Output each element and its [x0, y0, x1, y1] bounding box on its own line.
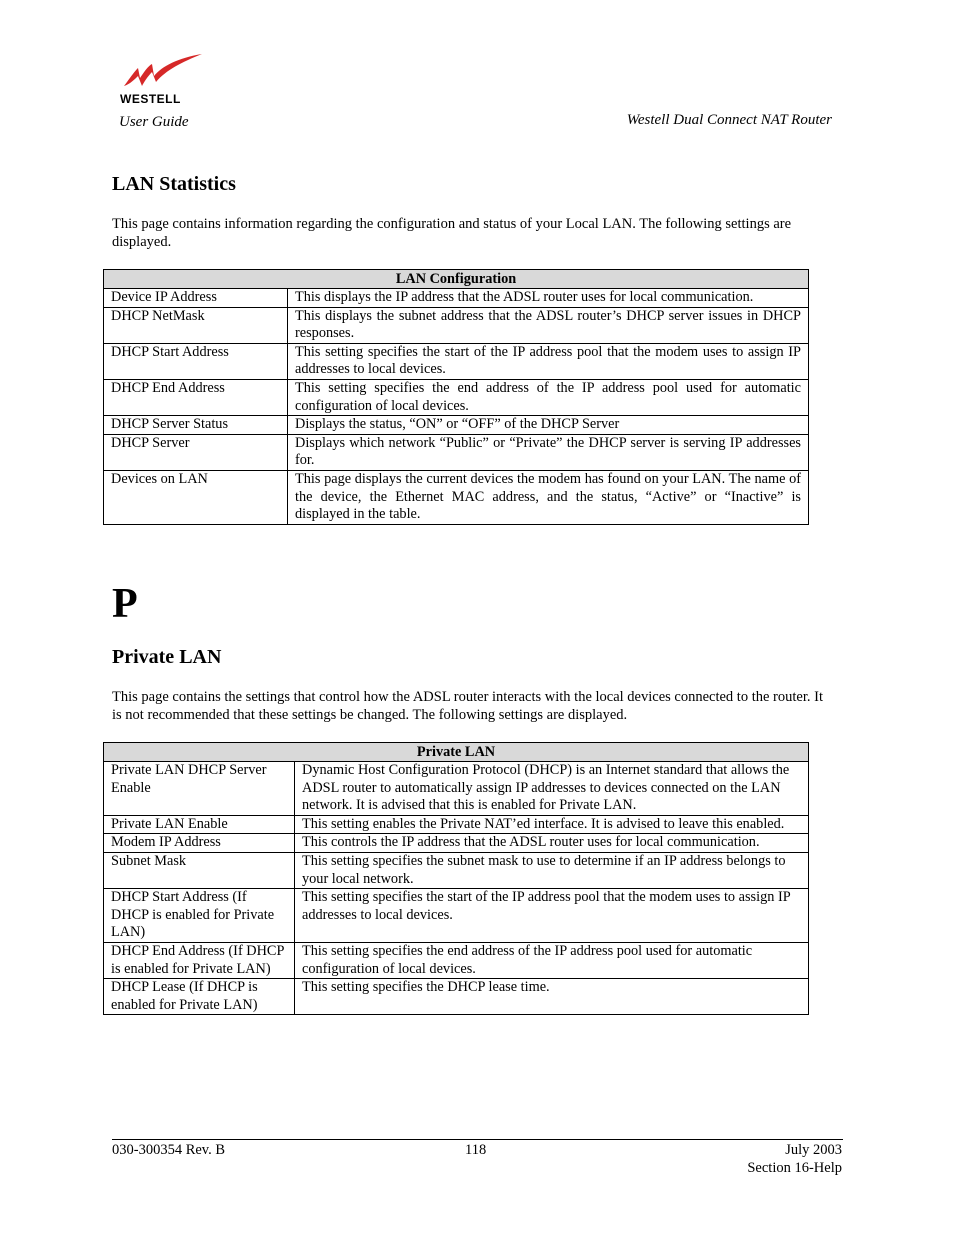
table-row [104, 416, 809, 435]
setting-name: DHCP End Address [104, 379, 288, 415]
westell-logo-mark [116, 52, 206, 94]
section-title-private-lan: Private LAN [112, 646, 222, 668]
setting-description: This setting specifies the start of the IP address pool that the modem uses to assign IP addresses to local devices. [295, 889, 809, 943]
setting-name: DHCP Server Status [104, 416, 288, 435]
setting-name: DHCP Start Address [104, 343, 288, 379]
setting-description: This setting specifies the subnet mask to use to determine if an IP address belongs to your local network. [295, 852, 809, 888]
setting-name: Subnet Mask [104, 852, 295, 888]
westell-logo [116, 52, 206, 108]
setting-description: Displays the status, “ON” or “OFF” of the DHCP Server [288, 416, 809, 435]
header-right-text: Westell Dual Connect NAT Router [626, 112, 832, 128]
index-letter: P [112, 581, 138, 627]
section-intro-lan-statistics: This page contains information regarding the configuration and status of your Local LAN. The following settings are displayed. [112, 216, 792, 250]
setting-name: DHCP Server [104, 434, 288, 470]
footer-divider [112, 1139, 843, 1140]
table-row [104, 379, 809, 415]
setting-description: This displays the IP address that the ADSL router uses for local communication. [288, 289, 809, 308]
section-intro-private-lan: This page contains the settings that control how the ADSL router interacts with the local devices connected to the router. It is not recommended that these settings be changed. The following settings are displayed. [112, 689, 823, 723]
setting-description: This controls the IP address that the ADSL router uses for local communication. [295, 834, 809, 853]
setting-description: This page displays the current devices the modem has found on your LAN. The name of the device, the Ethernet MAC address, and the status, “Active” or “Inactive” is displayed in the table. [288, 470, 809, 524]
setting-description: This setting specifies the DHCP lease time. [295, 979, 809, 1015]
table-row [104, 470, 809, 524]
table-row [104, 762, 809, 816]
setting-description: Dynamic Host Configuration Protocol (DHCP) is an Internet standard that allows the ADSL router to automatically assign IP addresses to devices connected on the LAN network. It is advised that this is enabled for Private LAN. [295, 762, 809, 816]
table-row [104, 979, 809, 1015]
logo-text: WESTELL [120, 92, 181, 106]
table-row [104, 852, 809, 888]
table-row [104, 942, 809, 978]
setting-name: Devices on LAN [104, 470, 288, 524]
table-title: Private LAN [104, 743, 809, 762]
footer-section: Section 16-Help [747, 1160, 842, 1176]
table-title: LAN Configuration [104, 270, 809, 289]
setting-name: DHCP Lease (If DHCP is enabled for Private LAN) [104, 979, 295, 1015]
private-lan-table [103, 742, 809, 1015]
setting-name: Device IP Address [104, 289, 288, 308]
footer-doc-number: 030-300354 Rev. B [112, 1142, 226, 1158]
setting-description: This displays the subnet address that the ADSL router’s DHCP server issues in DHCP responses. [288, 307, 809, 343]
setting-description: This setting specifies the end address of the IP address pool used for automatic configuration of local devices. [295, 942, 809, 978]
table-row [104, 434, 809, 470]
setting-description: This setting specifies the end address of the IP address pool used for automatic configuration of local devices. [288, 379, 809, 415]
table-row [104, 815, 809, 834]
setting-name: DHCP NetMask [104, 307, 288, 343]
setting-description: Displays which network “Public” or “Private” the DHCP server is serving IP addresses for. [288, 434, 809, 470]
setting-description: This setting enables the Private NAT’ed interface. It is advised to leave this enabled. [295, 815, 809, 834]
table-row [104, 834, 809, 853]
setting-name: DHCP Start Address (If DHCP is enabled for Private LAN) [104, 889, 295, 943]
setting-name: Modem IP Address [104, 834, 295, 853]
setting-name: Private LAN DHCP Server Enable [104, 762, 295, 816]
table-row [104, 289, 809, 308]
setting-name: Private LAN Enable [104, 815, 295, 834]
table-row [104, 889, 809, 943]
table-row [104, 343, 809, 379]
footer-page-number: 118 [465, 1142, 487, 1158]
section-title-lan-statistics: LAN Statistics [112, 173, 236, 195]
setting-description: This setting specifies the start of the IP address pool that the modem uses to assign IP addresses to local devices. [288, 343, 809, 379]
footer-date: July 2003 [785, 1142, 842, 1158]
setting-name: DHCP End Address (If DHCP is enabled for Private LAN) [104, 942, 295, 978]
table-row [104, 307, 809, 343]
lan-configuration-table [103, 269, 809, 525]
header-left-text: User Guide [119, 114, 189, 130]
